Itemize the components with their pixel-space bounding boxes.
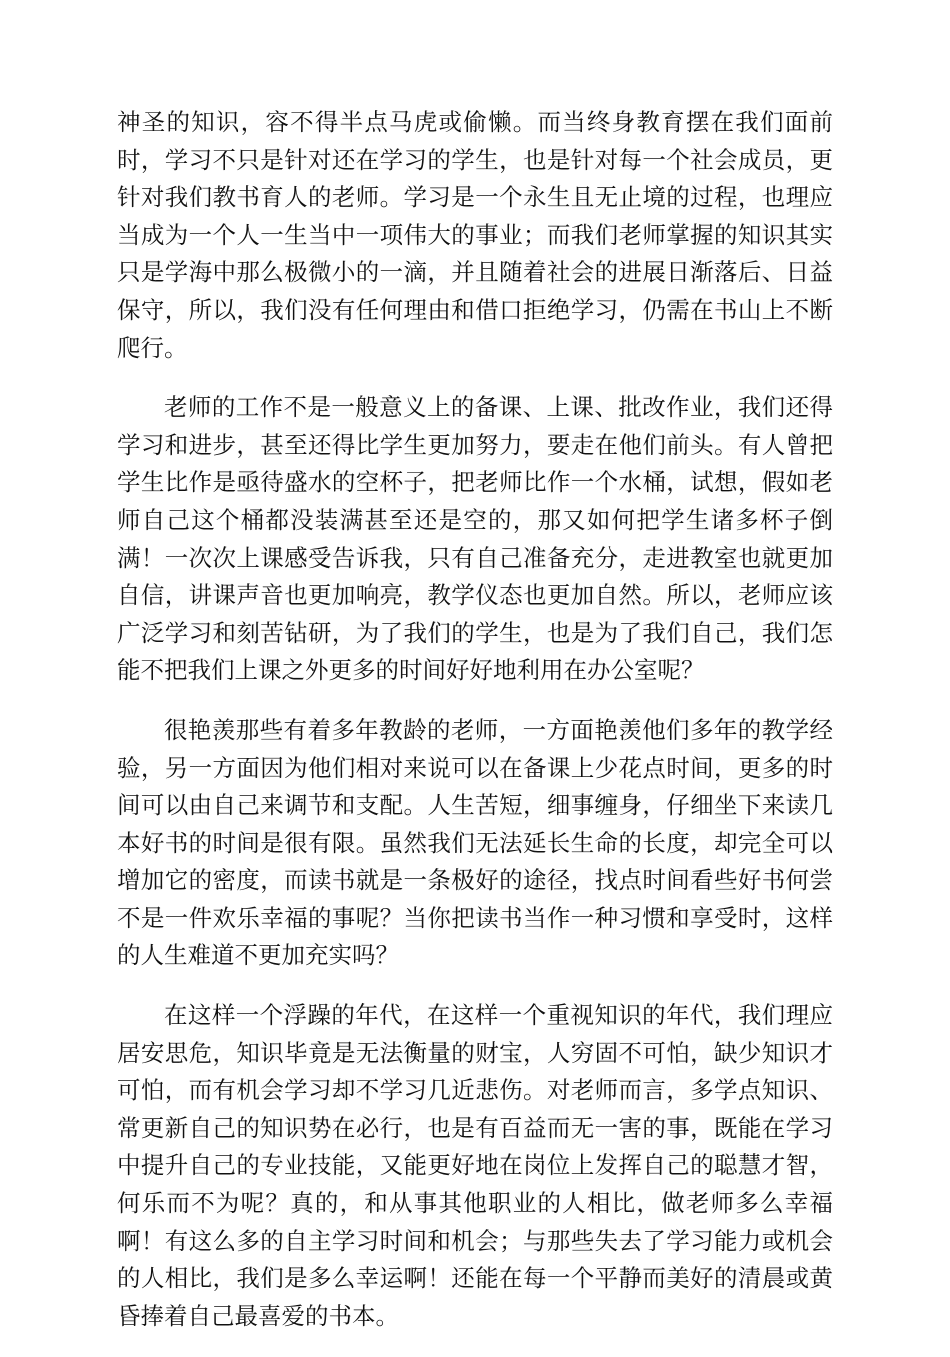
paragraph-2: 老师的工作不是一般意义上的备课、上课、批改作业，我们还得学习和进步，甚至还得比学生更加努力，要走在他们前头。有人曾把学生比作是亟待盛水的空杯子，把老师比作一个水桶，试想，假如老师自己这个桶都没装满甚至还是空的，那又如何把学生诸多杯子倒满！一次次上课感受告诉我，只有自己准备充分，走进教室也就更加自信，讲课声音也更加响亮，教学仪态也更加自然。所以，老师应该广泛学习和刻苦钻研，为了我们的学生，也是为了我们自己，我们怎能不把我们上课之外更多的时间好好地利用在办公室呢？ [117,393,833,685]
document-body [117,104,833,1357]
paragraph-1: 神圣的知识，容不得半点马虎或偷懒。而当终身教育摆在我们面前时，学习不只是针对还在学习的学生，也是针对每一个社会成员，更针对我们教书育人的老师。学习是一个永生且无止境的过程，也理应当成为一个人一生当中一项伟大的事业；而我们老师掌握的知识其实只是学海中那么极微小的一滴，并且随着社会的进展日渐落后、日益保守，所以，我们没有任何理由和借口拒绝学习，仍需在书山上不断爬行。 [117,108,833,362]
paragraph-3: 很艳羡那些有着多年教龄的老师，一方面艳羡他们多年的教学经验，另一方面因为他们相对来说可以在备课上少花点时间，更多的时间可以由自己来调节和支配。人生苦短，细事缠身，仔细坐下来读几本好书的时间是很有限。虽然我们无法延长生命的长度，却完全可以增加它的密度，而读书就是一条极好的途径，找点时间看些好书何尝不是一件欢乐幸福的事呢？当你把读书当作一种习惯和享受时，这样的人生难道不更加充实吗？ [117,715,833,970]
paragraph-4: 在这样一个浮躁的年代，在这样一个重视知识的年代，我们理应居安思危，知识毕竟是无法衡量的财宝，人穷固不可怕，缺少知识才可怕，而有机会学习却不学习几近悲伤。对老师而言，多学点知识、常更新自己的知识势在必行，也是有百益而无一害的事，既能在学习中提升自己的专业技能，又能更好地在岗位上发挥自己的聪慧才智，何乐而不为呢？真的，和从事其他职业的人相比，做老师多么幸福啊！有这么多的自主学习时间和机会；与那些失去了学习能力或机会的人相比，我们是多么幸运啊！还能在每一个平静而美好的清晨或黄昏捧着自己最喜爱的书本。 [117,1001,833,1330]
